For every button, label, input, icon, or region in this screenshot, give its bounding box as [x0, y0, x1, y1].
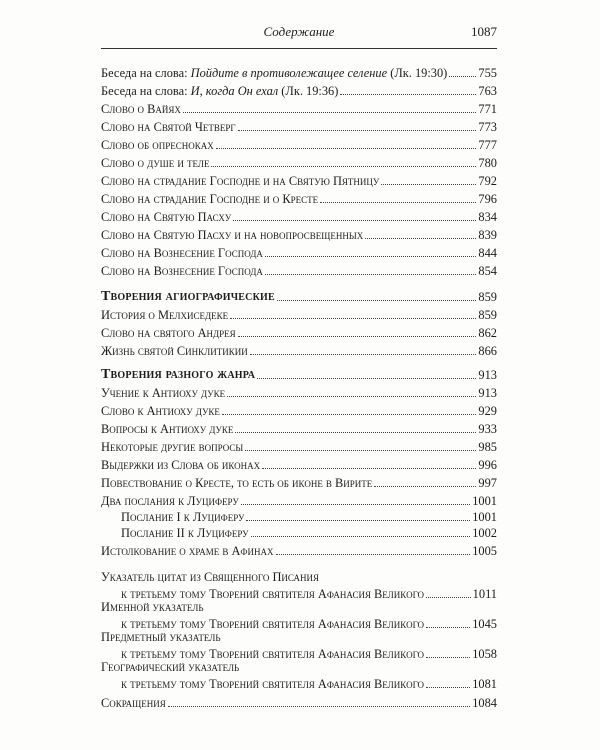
toc-page: 780 — [478, 156, 497, 170]
toc-title: к третьему тому Творений святителя Афанасия Великого — [121, 647, 425, 661]
toc-page: 796 — [478, 192, 497, 206]
toc-page: 844 — [478, 246, 497, 260]
toc-page: 1002 — [472, 526, 497, 540]
toc-index-entry[interactable] — [121, 585, 497, 601]
dot-leader — [365, 238, 476, 239]
toc-entry-suffix: (Лк. 19:30) — [387, 66, 448, 80]
section-heading-various-genres[interactable] — [101, 366, 497, 382]
toc-entry[interactable] — [101, 492, 497, 508]
dot-leader — [233, 220, 476, 221]
toc-entry-italic: И, когда Он ехал — [190, 84, 279, 98]
toc-page: 755 — [478, 66, 497, 80]
toc-page: 1001 — [472, 494, 497, 508]
toc-title: Учение к Антиоху дуке — [101, 386, 226, 400]
toc-entry[interactable] — [101, 118, 497, 134]
section-title: Творения разного жанра — [101, 367, 256, 382]
toc-page: 985 — [478, 440, 497, 454]
toc-entry[interactable] — [101, 244, 497, 260]
toc-index-entry[interactable] — [121, 615, 497, 631]
toc-title: к третьему тому Творений святителя Афанасия Великого — [121, 617, 425, 631]
dot-leader — [426, 597, 471, 598]
toc-title: История о Мелхиседеке — [101, 308, 229, 322]
toc-entry[interactable] — [101, 154, 497, 170]
dot-leader — [320, 202, 476, 203]
toc-page: 866 — [478, 344, 497, 358]
toc-entry[interactable] — [101, 384, 497, 400]
dot-leader — [211, 166, 476, 167]
toc-entry[interactable] — [101, 324, 497, 340]
dot-leader — [238, 336, 477, 337]
dot-leader — [245, 450, 476, 451]
toc-title: к третьему тому Творений святителя Афанасия Великого — [121, 587, 425, 601]
toc-page: 763 — [478, 84, 497, 98]
index-title: Именной указатель — [101, 600, 204, 614]
toc-title: Некоторые другие вопросы — [101, 440, 244, 454]
toc-entry[interactable] — [101, 438, 497, 454]
dot-leader — [216, 148, 477, 149]
toc-title: Выдержки из Слова об иконах — [101, 458, 261, 472]
toc-page: 834 — [478, 210, 497, 224]
toc-entry-prefix: Беседа на слова: — [101, 84, 191, 98]
toc-title: Повествование о Кресте, то есть об иконе в Вирите — [101, 476, 373, 490]
dot-leader — [340, 94, 476, 95]
dot-leader — [381, 184, 476, 185]
toc-entry-prefix: Беседа на слова: — [101, 66, 191, 80]
toc-title: Слово на страдание Господне и о Кресте — [101, 192, 319, 206]
toc-page: 996 — [478, 458, 497, 472]
toc-page: 929 — [478, 404, 497, 418]
index-title: Предметный указатель — [101, 630, 221, 644]
toc-title: Слово о Вайях — [101, 102, 181, 116]
toc-title: Послание I к Луциферу — [121, 510, 245, 524]
dot-leader — [168, 706, 471, 707]
dot-leader — [262, 468, 476, 469]
header-page-number: 1087 — [471, 24, 497, 39]
toc-entry[interactable] — [101, 100, 497, 116]
toc-entry[interactable] — [101, 306, 497, 322]
toc-entry[interactable] — [101, 402, 497, 418]
toc-title: Слово на Святую Пасху — [101, 210, 232, 224]
toc-page: 1058 — [472, 647, 497, 661]
toc-title: Слово на Вознесение Господа — [101, 264, 263, 278]
toc-entry-abbreviations[interactable] — [101, 694, 497, 710]
toc-entry[interactable] — [101, 474, 497, 490]
toc-entry[interactable] — [101, 208, 497, 224]
toc-page: 913 — [478, 386, 497, 400]
toc-page: 862 — [478, 326, 497, 340]
section-heading-hagiographic[interactable] — [101, 288, 497, 304]
section-page: 913 — [478, 368, 497, 382]
dot-leader — [230, 318, 476, 319]
toc-title: Слово на Святой Четверг — [101, 120, 236, 134]
dot-leader — [251, 536, 471, 537]
dot-leader — [265, 274, 477, 275]
toc-page: 859 — [478, 308, 497, 322]
index-title: Указатель цитат из Священного Писания — [101, 570, 319, 584]
toc-page: 792 — [478, 174, 497, 188]
toc-index-entry[interactable] — [121, 645, 497, 661]
toc-entry[interactable] — [101, 342, 497, 358]
toc-subentry[interactable] — [121, 508, 497, 524]
toc-page: 773 — [478, 120, 497, 134]
toc-title: Слово об опресноках — [101, 138, 214, 152]
toc-entry[interactable] — [101, 262, 497, 278]
toc-entry[interactable] — [101, 542, 497, 558]
dot-leader — [374, 486, 476, 487]
dot-leader — [276, 554, 471, 555]
dot-leader — [246, 520, 470, 521]
toc-title: Послание II к Луциферу — [121, 526, 249, 540]
dot-leader — [257, 378, 476, 379]
toc-title: Слово на страдание Господне и на Святую Пятницу — [101, 174, 380, 188]
toc-subentry[interactable] — [121, 524, 497, 540]
toc-title: Вопросы к Антиоху дуке — [101, 422, 234, 436]
toc-title: Сокращения — [101, 696, 166, 710]
dot-leader — [183, 112, 477, 113]
dot-leader — [227, 396, 476, 397]
toc-page: 771 — [478, 102, 497, 116]
dot-leader — [426, 627, 470, 628]
toc-title: к третьему тому Творений святителя Афанасия Великого — [121, 677, 425, 691]
toc-page: 933 — [478, 422, 497, 436]
toc-entry[interactable] — [101, 136, 497, 152]
toc-title: Слово на Вознесение Господа — [101, 246, 263, 260]
toc-title: Слово к Антиоху дуке — [101, 404, 220, 418]
dot-leader — [235, 432, 476, 433]
toc-entry[interactable] — [101, 456, 497, 472]
toc-entry[interactable] — [101, 64, 497, 80]
toc-entry[interactable] — [101, 420, 497, 436]
toc-entry[interactable] — [101, 190, 497, 206]
toc-title: Два послания к Луциферу — [101, 494, 239, 508]
dot-leader — [250, 354, 477, 355]
section-page: 859 — [478, 290, 497, 304]
running-header — [101, 18, 497, 49]
index-title: Географический указатель — [101, 660, 240, 674]
toc-page: 854 — [478, 264, 497, 278]
toc-title: Истолкование о храме в Афинах — [101, 544, 274, 558]
toc-page: 1005 — [472, 544, 497, 558]
toc-page: 1045 — [472, 617, 497, 631]
toc-title: Слово о душе и теле — [101, 156, 210, 170]
toc-page: 1011 — [472, 587, 497, 601]
toc-title: Слово на святого Андрея — [101, 326, 236, 340]
header-title: Содержание — [263, 24, 335, 39]
toc-entry-italic: Пойдите в противолежащее селение — [190, 66, 388, 80]
dot-leader — [241, 504, 471, 505]
toc-title: Жизнь святой Синклитикии — [101, 344, 248, 358]
toc-page: 839 — [478, 228, 497, 242]
toc-index-entry[interactable] — [121, 675, 497, 691]
toc-page: 997 — [478, 476, 497, 490]
toc-title: Слово на Святую Пасху и на новопросвещенных — [101, 228, 364, 242]
dot-leader — [449, 76, 476, 77]
toc-entry[interactable] — [101, 82, 497, 98]
dot-leader — [426, 687, 470, 688]
dot-leader — [238, 130, 477, 131]
dot-leader — [426, 657, 470, 658]
toc-page: 777 — [478, 138, 497, 152]
toc-page: 1081 — [472, 677, 497, 691]
toc-entry-suffix: (Лк. 19:36) — [278, 84, 339, 98]
section-title: Творения агиографические — [101, 289, 275, 304]
dot-leader — [222, 414, 477, 415]
dot-leader — [277, 300, 477, 301]
toc-page: 1001 — [472, 510, 497, 524]
dot-leader — [265, 256, 477, 257]
toc-entry[interactable] — [101, 172, 497, 188]
toc-entry[interactable] — [101, 226, 497, 242]
toc-page: 1084 — [472, 696, 497, 710]
